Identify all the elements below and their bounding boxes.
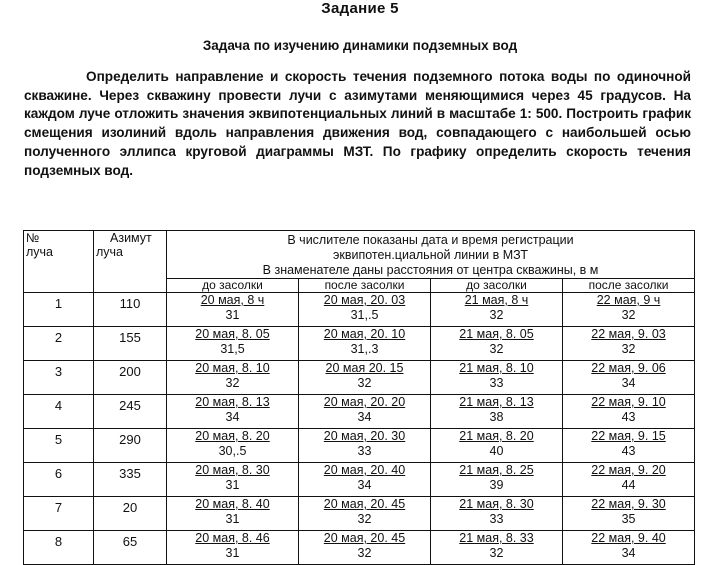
sub-header-after-2: после засолки xyxy=(563,279,695,293)
table-row xyxy=(24,361,695,395)
distance-value: 43 xyxy=(621,409,636,424)
measurement-cell xyxy=(431,361,563,395)
ray-number: 5 xyxy=(24,429,94,463)
registration-datetime: 20 мая, 8 ч xyxy=(200,293,265,307)
distance-value: 44 xyxy=(621,477,636,492)
measurement-cell xyxy=(299,463,431,497)
distance-value: 34 xyxy=(225,409,240,424)
distance-value: 34 xyxy=(621,545,636,560)
measurement-cell xyxy=(299,327,431,361)
measurement-cell xyxy=(167,327,299,361)
measurement-cell xyxy=(167,395,299,429)
measurement-cell xyxy=(167,497,299,531)
registration-datetime: 21 мая, 8. 10 xyxy=(459,361,534,375)
measurement-cell xyxy=(299,293,431,327)
distance-value: 32 xyxy=(225,375,240,390)
registration-datetime: 21 мая, 8. 20 xyxy=(459,429,534,443)
azimuth-header-line2: луча xyxy=(96,245,124,260)
registration-datetime: 22 мая, 9. 40 xyxy=(591,531,666,545)
table-row xyxy=(24,327,695,361)
ray-number: 8 xyxy=(24,531,94,565)
azimuth-value: 20 xyxy=(94,497,167,531)
sub-header-before-2: до засолки xyxy=(431,279,563,293)
distance-value: 40 xyxy=(489,443,504,458)
measurement-cell xyxy=(167,361,299,395)
registration-datetime: 20 мая, 8. 05 xyxy=(195,327,270,341)
distance-value: 32 xyxy=(357,375,372,390)
measurement-cell xyxy=(563,497,695,531)
registration-datetime: 20 мая, 20. 45 xyxy=(323,497,406,511)
sub-header-before-1: до засолки xyxy=(167,279,299,293)
measurement-cell xyxy=(563,361,695,395)
distance-value: 32 xyxy=(357,545,372,560)
info-header xyxy=(167,231,695,279)
ray-number-header xyxy=(24,231,94,293)
ray-number: 2 xyxy=(24,327,94,361)
distance-value: 30,.5 xyxy=(218,443,247,458)
distance-value: 31 xyxy=(225,477,240,492)
table-body xyxy=(24,293,695,565)
distance-value: 31 xyxy=(225,511,240,526)
measurement-cell xyxy=(167,429,299,463)
measurement-cell xyxy=(431,293,563,327)
measurement-cell xyxy=(299,395,431,429)
registration-datetime: 20 мая, 20. 20 xyxy=(323,395,406,409)
distance-value: 35 xyxy=(621,511,636,526)
measurement-cell xyxy=(563,429,695,463)
measurement-cell xyxy=(563,463,695,497)
registration-datetime: 22 мая, 9. 20 xyxy=(591,463,666,477)
measurement-cell xyxy=(563,531,695,565)
registration-datetime: 20 мая, 20. 40 xyxy=(323,463,406,477)
distance-value: 31,.5 xyxy=(350,307,379,322)
distance-value: 33 xyxy=(357,443,372,458)
distance-value: 32 xyxy=(489,545,504,560)
ray-number: 4 xyxy=(24,395,94,429)
distance-value: 38 xyxy=(489,409,504,424)
ray-number-header-line1: № xyxy=(26,231,40,245)
measurement-cell xyxy=(431,429,563,463)
distance-value: 34 xyxy=(357,409,372,424)
registration-datetime: 20 мая, 20. 10 xyxy=(323,327,406,341)
registration-datetime: 20 мая 20. 15 xyxy=(325,361,404,375)
task-title: Задание 5 xyxy=(321,0,399,17)
azimuth-value: 335 xyxy=(94,463,167,497)
azimuth-value: 200 xyxy=(94,361,167,395)
registration-datetime: 22 мая, 9. 30 xyxy=(591,497,666,511)
registration-datetime: 20 мая, 8. 30 xyxy=(195,463,270,477)
registration-datetime: 22 мая, 9. 03 xyxy=(591,327,666,341)
measurement-cell xyxy=(299,429,431,463)
info-header-line1: В числителе показаны дата и время регистрации xyxy=(287,233,574,247)
registration-datetime: 21 мая, 8. 33 xyxy=(459,531,534,545)
ray-number: 1 xyxy=(24,293,94,327)
distance-value: 31 xyxy=(225,545,240,560)
azimuth-value: 110 xyxy=(94,293,167,327)
measurement-cell xyxy=(563,395,695,429)
table-row xyxy=(24,293,695,327)
distance-value: 39 xyxy=(489,477,504,492)
azimuth-value: 290 xyxy=(94,429,167,463)
registration-datetime: 20 мая, 8. 10 xyxy=(195,361,270,375)
registration-datetime: 22 мая, 9. 15 xyxy=(591,429,666,443)
distance-value: 43 xyxy=(621,443,636,458)
registration-datetime: 20 мая, 20. 03 xyxy=(323,293,406,307)
registration-datetime: 20 мая, 20. 45 xyxy=(323,531,406,545)
measurement-cell xyxy=(563,293,695,327)
measurement-cell xyxy=(299,531,431,565)
measurement-cell xyxy=(563,327,695,361)
azimuth-header xyxy=(94,231,167,293)
info-header-line2: эквипотен.циальной линии в МЗТ xyxy=(332,248,529,262)
table-row xyxy=(24,395,695,429)
registration-datetime: 21 мая, 8. 05 xyxy=(459,327,534,341)
task-subtitle: Задача по изучению динамики подземных вод xyxy=(202,38,518,53)
distance-value: 32 xyxy=(489,341,504,356)
registration-datetime: 21 мая, 8. 25 xyxy=(459,463,534,477)
info-header-line3: В знаменателе даны расстояния от центра скважины, в м xyxy=(262,263,599,277)
registration-datetime: 21 мая, 8 ч xyxy=(464,293,529,307)
task-description: Определить направление и скорость течения подземного потока воды по одиночной скважине. Через скважину провести лучи с азимутами меняющимися через 45 градусов. На каждом луче отложить значения эквипотенциальных линий в масштабе 1: 500. Построить график смещения изолиний вдоль направления движения вод, совпадающего с наибольшей осью полученного эллипса круговой диаграммы МЗТ. По графику определить скорость течения подземных вод. xyxy=(24,69,691,178)
azimuth-value: 65 xyxy=(94,531,167,565)
table-row xyxy=(24,531,695,565)
azimuth-header-line1: Азимут xyxy=(110,231,152,245)
distance-value: 32 xyxy=(357,511,372,526)
registration-datetime: 20 мая, 8. 40 xyxy=(195,497,270,511)
ray-number: 7 xyxy=(24,497,94,531)
registration-datetime: 22 мая, 9. 10 xyxy=(591,395,666,409)
distance-value: 32 xyxy=(621,341,636,356)
ray-number: 6 xyxy=(24,463,94,497)
distance-value: 33 xyxy=(489,375,504,390)
distance-value: 32 xyxy=(621,307,636,322)
table-row xyxy=(24,429,695,463)
measurement-cell xyxy=(167,531,299,565)
azimuth-value: 245 xyxy=(94,395,167,429)
measurement-cell xyxy=(431,395,563,429)
sub-header-after-1: после засолки xyxy=(299,279,431,293)
measurement-cell xyxy=(299,497,431,531)
measurement-cell xyxy=(167,463,299,497)
measurement-cell xyxy=(431,531,563,565)
distance-value: 31 xyxy=(225,307,240,322)
registration-datetime: 20 мая, 8. 13 xyxy=(195,395,270,409)
distance-value: 33 xyxy=(489,511,504,526)
measurement-cell xyxy=(431,463,563,497)
ray-number: 3 xyxy=(24,361,94,395)
registration-datetime: 22 мая, 9 ч xyxy=(596,293,661,307)
registration-datetime: 21 мая, 8. 30 xyxy=(459,497,534,511)
azimuth-value: 155 xyxy=(94,327,167,361)
measurements-table xyxy=(23,230,695,565)
ray-number-header-line2: луча xyxy=(26,245,54,260)
registration-datetime: 21 мая, 8. 13 xyxy=(459,395,534,409)
distance-value: 32 xyxy=(489,307,504,322)
registration-datetime: 20 мая, 8. 20 xyxy=(195,429,270,443)
measurement-cell xyxy=(431,327,563,361)
measurement-cell xyxy=(167,293,299,327)
distance-value: 31,5 xyxy=(220,341,245,356)
distance-value: 31,.3 xyxy=(350,341,379,356)
table-row xyxy=(24,497,695,531)
registration-datetime: 20 мая, 8. 46 xyxy=(195,531,270,545)
distance-value: 34 xyxy=(357,477,372,492)
registration-datetime: 20 мая, 20. 30 xyxy=(323,429,406,443)
registration-datetime: 22 мая, 9. 06 xyxy=(591,361,666,375)
table-row xyxy=(24,463,695,497)
measurement-cell xyxy=(431,497,563,531)
distance-value: 34 xyxy=(621,375,636,390)
measurement-cell xyxy=(299,361,431,395)
